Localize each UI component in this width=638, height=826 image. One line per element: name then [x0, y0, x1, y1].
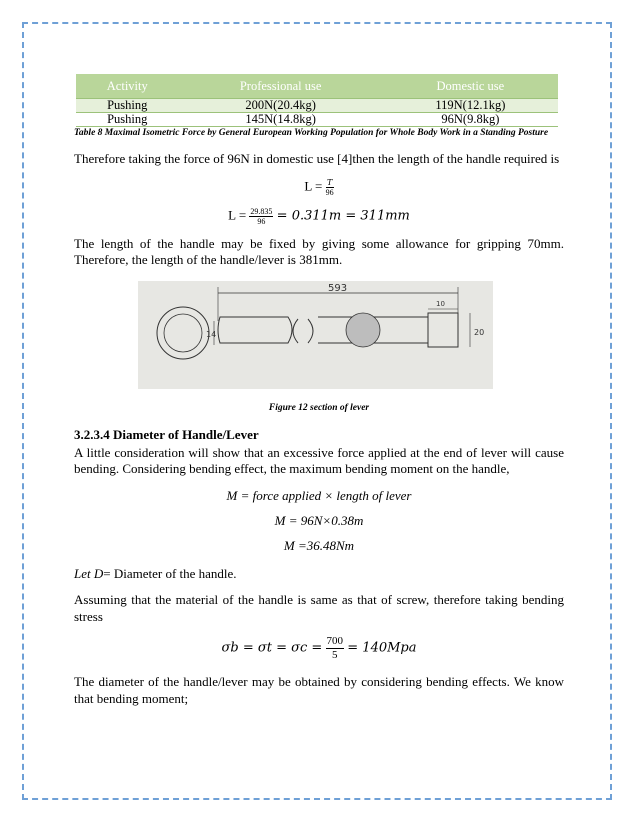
dimension-end: 10 — [436, 299, 445, 308]
table-cell: Pushing — [76, 99, 179, 113]
fraction — [326, 635, 345, 662]
equation-moment-result: M =36.48Nm — [283, 537, 355, 553]
lever-drawing — [138, 281, 493, 389]
table-cell: 96N(9.8kg) — [383, 113, 558, 127]
table-row — [76, 99, 558, 113]
table-header-cell: Activity — [76, 74, 179, 99]
fraction-numerator: 29.835 — [250, 206, 273, 216]
dimension-left: 14 — [206, 329, 217, 339]
variable-name: Let D — [74, 565, 104, 581]
equation-lhs: σb = σt = σc = — [221, 640, 323, 656]
table-cell: 145N(14.8kg) — [179, 113, 383, 127]
equation-rhs: = 140Mpa — [347, 640, 417, 656]
equation-lhs: L = — [228, 206, 247, 222]
paragraph: Therefore taking the force of 96N in domestic use [4]then the length of the handle required is — [74, 151, 560, 166]
fraction-denominator: 5 — [332, 649, 338, 661]
paragraph: Assuming that the material of the handle is same as that of screw, therefore taking bending stress — [74, 592, 564, 624]
fraction-denominator: 96 — [257, 216, 266, 226]
dimension-right: 20 — [474, 327, 485, 337]
paragraph — [74, 566, 564, 583]
lever-sketch — [138, 281, 493, 389]
table-header-row — [76, 74, 558, 99]
table-header-cell: Professional use — [179, 74, 383, 99]
table-row — [76, 113, 558, 127]
paragraph: The length of the handle may be fixed by giving some allowance for gripping 70mm. Therefore, the length of the handle/lever is 381mm. — [74, 235, 564, 267]
equation-length — [74, 178, 564, 197]
equation-moment: M = force applied × length of lever — [226, 487, 412, 503]
variable-definition: = Diameter of the handle. — [103, 565, 237, 581]
fraction-numerator: T — [326, 177, 333, 187]
document-content — [74, 74, 564, 707]
table-cell: 200N(20.4kg) — [179, 99, 383, 113]
force-table — [76, 74, 558, 127]
fraction — [326, 178, 334, 197]
table-header-cell: Domestic use — [383, 74, 558, 99]
fraction — [249, 207, 273, 226]
fraction-numerator: 700 — [326, 635, 344, 647]
table-caption: Table 8 Maximal Isometric Force by General European Working Population for Whole Body Work in a Standing Posture — [74, 128, 549, 138]
equation-rhs: = 0.311m = 311mm — [276, 207, 410, 223]
table-cell: Pushing — [76, 113, 179, 127]
equation-lhs: L = — [304, 177, 323, 193]
dimension-total: 593 — [328, 282, 348, 294]
equation-stress — [74, 635, 564, 662]
paragraph: A little consideration will show that an excessive force applied at the end of lever will cause bending. Considering bending effect, the maximum bending moment on the handle, — [74, 444, 564, 476]
figure-caption: Figure 12 section of lever — [268, 402, 370, 413]
equation-length-value — [74, 207, 564, 226]
fraction-denominator: 96 — [325, 187, 334, 197]
equation-moment-values: M = 96N×0.38m — [274, 512, 364, 528]
paragraph: The diameter of the handle/lever may be obtained by considering bending effects. We know that bending moment; — [74, 674, 564, 706]
table-cell: 119N(12.1kg) — [383, 99, 558, 113]
section-heading: 3.2.3.4 Diameter of Handle/Lever — [74, 426, 259, 442]
